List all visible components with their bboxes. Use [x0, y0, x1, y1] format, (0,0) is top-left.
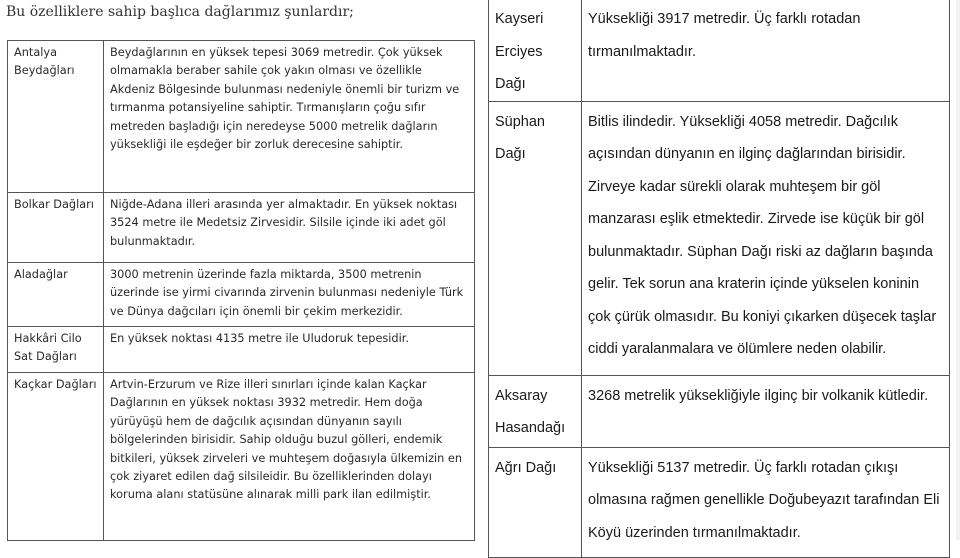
mountain-name: Bolkar Dağları	[8, 193, 104, 263]
table-row	[8, 193, 475, 263]
mountain-description: 3000 metrenin üzerinde fazla miktarda, 3500 metrenin üzerinde ise yirmi civarında zirvenin bulunması nedeniyle Türk ve Dünya dağcıları için önemli bir çekim merkezidir.	[104, 263, 475, 327]
table-row	[8, 327, 475, 373]
mountain-name: Kayseri Erciyes Dağı	[489, 0, 582, 101]
mountain-name: Antalya Beydağları	[8, 41, 104, 193]
table-row	[489, 375, 950, 447]
mountains-table-left	[7, 40, 475, 541]
mountain-name: Ağrı Dağı	[489, 447, 582, 557]
table-row	[489, 0, 950, 101]
mountain-description: Bitlis ilindedir. Yüksekliği 4058 metredir. Dağcılık açısından dünyanın en ilginç dağlarından birisidir. Zirveye kadar sürekli olarak muhteşem bir göl manzarası eşlik etmektedir. Zirvede ise küçük bir göl bulunmaktadır. Süphan Dağı riski az dağların başında gelir. Tek sorun ana kraterin içinde yükselen koninin çok çürük olmasıdır. Bu koniyi çıkarken düşecek taşlar ciddi yaralanmalara ve ölümlere neden olabilir.	[582, 101, 950, 375]
mountains-table-right	[488, 0, 950, 558]
mountain-name: Aladağlar	[8, 263, 104, 327]
table-row	[8, 263, 475, 327]
mountain-description: Yüksekliği 5137 metredir. Üç farklı rotadan çıkışı olmasına rağmen genellikle Doğubeyazıt tarafından Eli Köyü üzerinden tırmanılmaktadır.	[582, 447, 950, 557]
mountain-description: En yüksek noktası 4135 metre ile Uludoruk tepesidir.	[104, 327, 475, 373]
scrollbar-track[interactable]	[956, 0, 960, 540]
table-row	[489, 101, 950, 375]
intro-heading: Bu özelliklere sahip başlıca dağlarımız şunlardır;	[6, 4, 354, 20]
mountain-description: Beydağlarının en yüksek tepesi 3069 metredir. Çok yüksek olmamakla beraber sahile çok yakın olması ve özellikle Akdeniz Bölgesinde bulunması nedeniyle önemli bir turizm ve tırmanma potansiyeline sahiptir. Tırmanışların çoğu sıfır metreden başladığı için neredeyse 5000 metrelik dağların yüksekliği ile eşdeğer bir zorluk derecesine sahiptir.	[104, 41, 475, 193]
mountain-description: Artvin-Erzurum ve Rize illeri sınırları içinde kalan Kaçkar Dağlarının en yüksek noktası 3932 metredir. Hem doğa yürüyüşü hem de dağcılık açısından dünyanın sayılı bölgelerinden birisidir. Sahip olduğu buzul gölleri, endemik bitkileri, yüksek zirveleri ve muhteşem doğasıyla ülkemizin en çok ziyaret edilen dağ silsileidir. Bu özelliklerinden dolayı koruma alanı statüsüne alınarak milli park ilan edilmiştir.	[104, 373, 475, 541]
mountain-name: Süphan Dağı	[489, 101, 582, 375]
mountain-description: 3268 metrelik yüksekliğiyle ilginç bir volkanik kütledir.	[582, 375, 950, 447]
mountain-description: Yüksekliği 3917 metredir. Üç farklı rotadan tırmanılmaktadır.	[582, 0, 950, 101]
mountain-name: Kaçkar Dağları	[8, 373, 104, 541]
table-row	[8, 41, 475, 193]
mountain-name: Aksaray Hasandağı	[489, 375, 582, 447]
table-row	[8, 373, 475, 541]
mountain-description: Niğde-Adana illeri arasında yer almaktadır. En yüksek noktası 3524 metre ile Medetsiz Zirvesidir. Silsile içinde iki adet göl bulunmaktadır.	[104, 193, 475, 263]
table-row	[489, 447, 950, 557]
mountain-name: Hakkâri Cilo Sat Dağları	[8, 327, 104, 373]
